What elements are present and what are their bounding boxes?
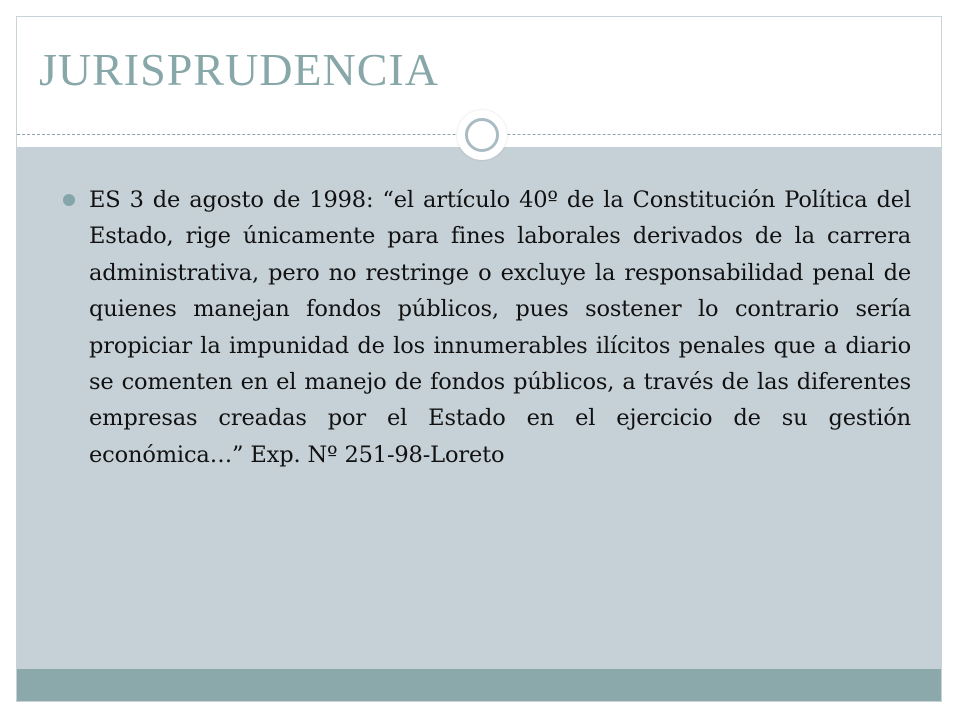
bullet-text: ES 3 de agosto de 1998: “el artículo 40º de la Constitución Política del Estado, rige únicamente para fines laborales derivados de la carrera administrativa, pero no restringe o excluye la responsabilidad penal de quienes manejan fondos públicos, pues sostener lo contrario sería propiciar la impunidad de los innumerables ilícitos penales que a diario se comenten en el manejo de fondos públicos, a través de las diferentes empresas creadas por el Estado en el ejercicio de su gestión económica…” Exp. Nº 251-98-Loreto — [89, 187, 911, 468]
bullet-dot-icon — [63, 194, 75, 206]
page-title: JURISPRUDENCIA — [39, 44, 439, 95]
bullet-list — [63, 182, 911, 473]
bullet-item — [63, 182, 911, 473]
bottom-bar — [17, 669, 941, 701]
slide — [16, 16, 942, 702]
ring-icon — [457, 110, 507, 160]
